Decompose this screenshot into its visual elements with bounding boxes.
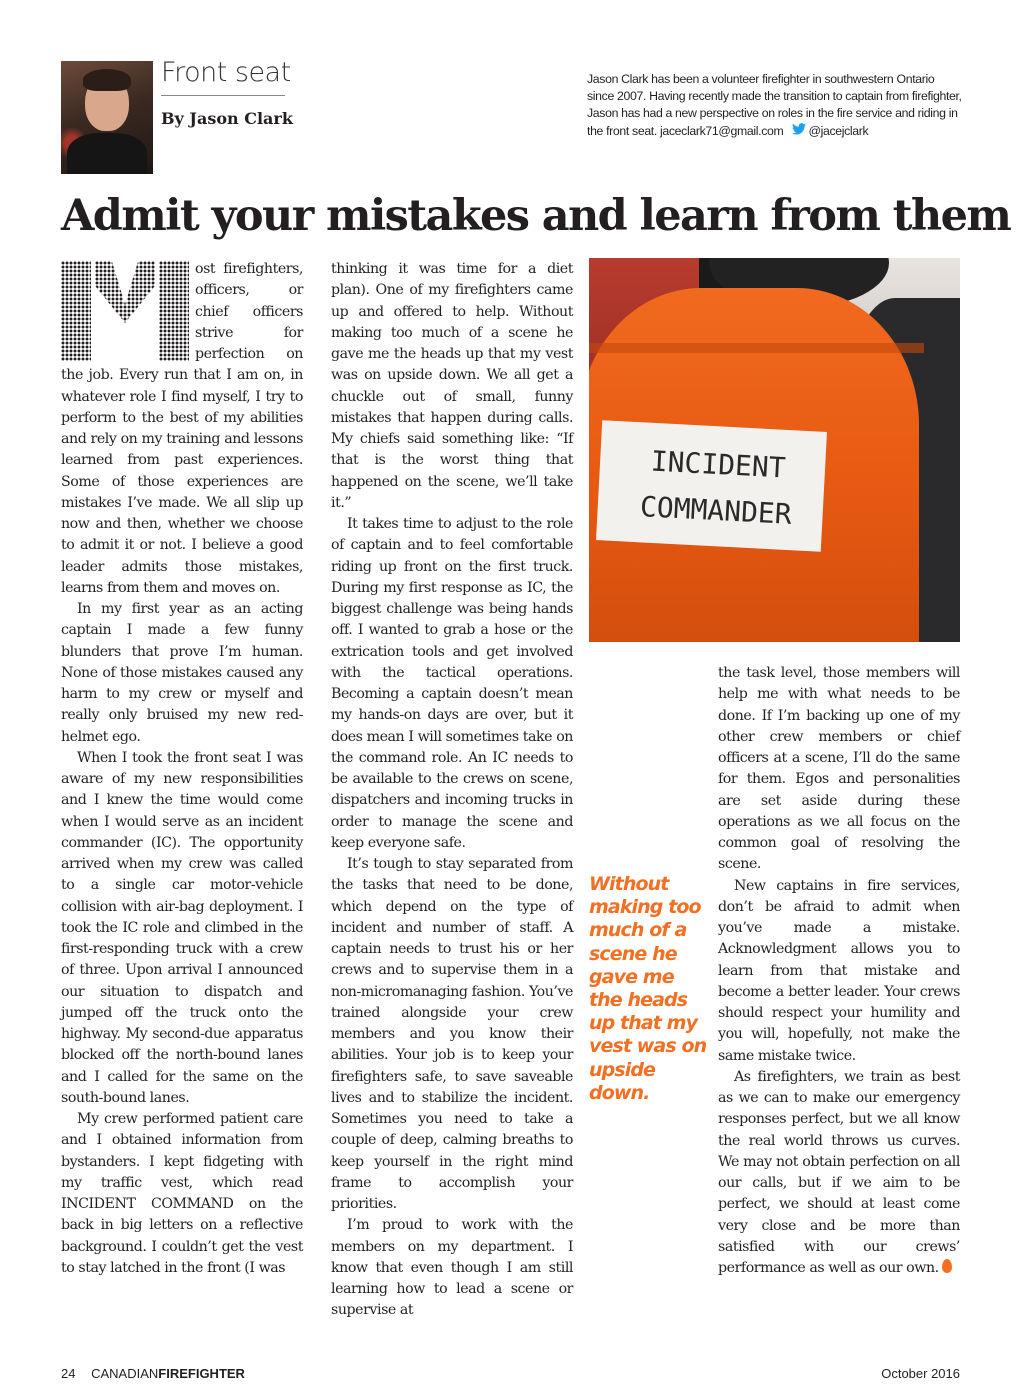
paragraph: ost firefighters, officers, or chief officers strive for perfection on the job. Every run that I am on, in whatever role I find myself, I try to perform to the best of my abilities and rely on my training and lessons learned from past experiences. Some of those experiences are mistakes I’ve made. We all slip up now and then, whether we choose to admit it or not. I believe a good leader admits those mistakes, learns from them and moves on. [61,261,303,596]
paragraph: the task level, those members will help me with what needs to be done. If I’m backing up one of my other crew members or chief officers at a scene, I’ll do the same for them. Egos and personalities are set aside during these operations as we all focus on the common goal of resolving the scene. [718,665,960,873]
footer-left [61,1366,245,1381]
page-number: 24 [61,1366,76,1381]
paragraph: As firefighters, we train as best as we can to make our emergency responses perfect, but we all know the real world throws us curves. We may not obtain perfection on all our calls, but if we aim to be perfect, we should at least come very close and be more than satisfied with our crews’ performance as well as our own. [718,1068,960,1276]
paragraph: It takes time to adjust to the role of captain and to feel comfortable riding up front on the first truck. During my first response as IC, the biggest challenge was being hands off. I wanted to grab a hose or the extrication tools and get involved with the tactical operations. Becoming a captain doesn’t mean my hands-on days are over, but it does mean I will sometimes take on the command role. An IC needs to be available to the crews on scene, dispatchers and incoming trucks in order to manage the scene and keep everyone safe. [331,516,573,851]
pull-quote: Without making too much of a scene he gave me the heads up that my vest was on upside down. [589,873,707,1104]
author-bio [587,71,963,140]
paragraph: My crew performed patient care and I obtained information from bystanders. I kept fidgeting with my traffic vest, which read INCIDENT COMMAND on the back in big letters on a reflective background. I couldn’t get the vest to stay latched in the front (I was [61,1111,303,1276]
paragraph: When I took the front seat I was aware of my new responsibilities and I knew the time would come when I would serve as an incident commander (IC). The opportunity arrived when my crew was called to a single car motor-vehicle collision with air-bag deployment. I took the IC role and climbed in the first-responding truck with a crew of three. Upon arrival I announced our situation to dispatch and jumped off the truck onto the highway. My second-due apparatus blocked off the north-bound lanes and I called for the same on the south-bound lanes. [61,749,303,1106]
flame-end-icon [942,1259,952,1273]
paragraph: I’m proud to work with the members on my department. I know that even though I am still learning how to lead a scene or supervise at [331,1217,573,1319]
issue-date: October 2016 [881,1366,960,1381]
paragraph: In my first year as an acting captain I made a few funny blunders that prove I’m human. None of those mistakes caused any harm to my crew or myself and really only bruised my new red-helmet ego. [61,601,303,745]
paragraph: thinking it was time for a diet plan). One of my firefighters came up and offered to help. Without making too much of a scene he gave me the heads up that my vest was on upside down. We all get a chuckle out of small, funny mistakes that happen during calls. My chiefs said something like: “If that is the worst thing that happened on the scene, we’ll take it.” [331,261,573,511]
paragraph: New captains in fire services, don’t be afraid to admit when you’ve made a mistake. Acknowledgment allows you to learn from that mistake and become a better leader. Your crews should respect your humility and you will, hopefully, not make the same mistake twice. [718,877,960,1064]
author-photo [61,61,153,174]
paragraph: It’s tough to stay separated from the tasks that need to be done, which depend on the type of incident and number of staff. A captain needs to trust his or her crews and to supervise them in a non-micromanaging fashion. You’ve trained alongside your crew members and you know their abilities. Your job is to keep your firefighters safe, to save saveable lives and to stabilize the incident. Sometimes you need to take a couple of deep, calming breaths to keep yourself in the right mind frame to accomplish your priorities. [331,856,573,1212]
magazine-prefix: CANADIAN [91,1366,159,1381]
section-title: Front seat [161,57,291,88]
byline: By Jason Clark [161,109,293,128]
section-divider [161,95,285,96]
article-column-3 [718,663,960,1279]
vest-label-text: INCIDENT COMMANDER [639,444,793,531]
drop-cap-m [61,261,189,361]
magazine-name: FIREFIGHTER [158,1366,245,1381]
twitter-bird-icon [792,122,806,139]
article-column-2 [331,259,573,1322]
incident-commander-vest-photo [589,258,960,642]
article-column-1 [61,259,303,1279]
author-bio-text: Jason Clark has been a volunteer firefighter in southwestern Ontario since 2007. Having recently made the transition to captain from firefighter, Jason has had a new perspective on roles in the fire service and riding in the front seat. jaceclark71@gmail.com [587,72,962,138]
article-headline: Admit your mistakes and learn from them [61,191,1011,241]
twitter-handle[interactable]: @jacejclark [808,124,869,138]
